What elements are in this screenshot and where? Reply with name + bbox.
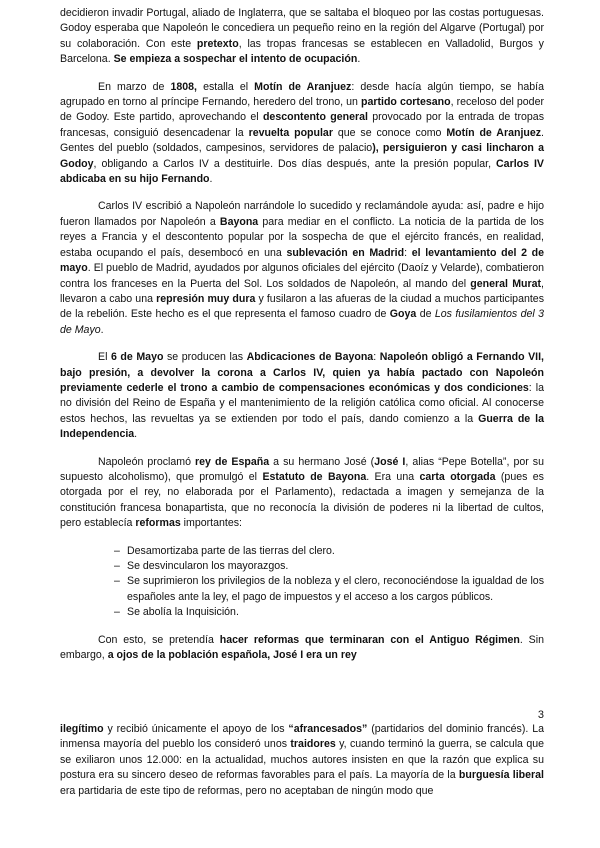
paragraph-afrancesados: ilegítimo y recibió únicamente el apoyo de los “afrancesados” (partidarios del dominio francés). La inmensa mayoría del pueblo los consideró unos traidores y, cuando terminó la guerra, se calcula que se exiliaron unos 12.000: en la actualidad, muchos autores insisten en que la razón que explica su postura era su sincero deseo de reformas favorables para el país. La mayoría de la burguesía liberal era partidaria de este tipo de reformas, pero no aceptaban de ningún modo que bbox=[60, 723, 545, 797]
list-item: – Desamortizaba parte de las tierras del clero. bbox=[114, 544, 544, 559]
next-page-fragment bbox=[60, 722, 544, 799]
list-item: – Se suprimieron los privilegios de la nobleza y el clero, reconociéndose la igualdad de los españoles ante la ley, el pago de impuestos y el acceso a los cargos públicos. bbox=[114, 574, 544, 605]
page-number: 3 bbox=[537, 709, 544, 721]
list-item: – Se desvincularon los mayorazgos. bbox=[114, 559, 544, 574]
paragraph-invasion-portugal: decidieron invadir Portugal, aliado de Inglaterra, que se saltaba el bloqueo por las costas portuguesas. Godoy esperaba que Napoleón le concediera un pequeño reino en la región del Algarve (Portugal) por su colaboración. Con este pretexto, las tropas francesas se establecen en Valladolid, Burgos y Barcelona. Se empieza a sospechar el intento de ocupación. bbox=[60, 7, 544, 66]
paragraph-jose-i: Napoleón proclamó rey de España a su hermano José (José I, alias “Pepe Botella”, por su supuesto alcoholismo), que promulgó el Estatuto de Bayona. Era una carta otorgada (pues es otorgada por el rey, no elaborada por el Parlamento), redactada a imagen y semejanza de la constitución francesa bonapartista, que no reconocía la división de poderes ni la libertad de cultos, pero establecía reformas importantes: bbox=[60, 455, 545, 530]
list-item: – Se abolía la Inquisición. bbox=[114, 605, 544, 620]
paragraph-dos-de-mayo: Carlos IV escribió a Napoleón narrándole lo sucedido y reclamándole ayuda: así, padre e hijo fueron llamados por Napoleón a Bayona para mediar en el conflicto. La noticia de la partida de los reyes a Francia y el descontento popular por la sospecha de que el ejército francés, en realidad, estaba ocupando el país, desembocó en una sublevación en Madrid: el levantamiento del 2 de mayo. El pueblo de Madrid, ayudados por algunos oficiales del ejército (Daoíz y Velarde), combatieron contra los franceses en la Puerta del Sol. Los soldados de Napoleón, al mando del general Murat, llevaron a cabo una represión muy dura y fusilaron a las afueras de la ciudad a muchos participantes de la rebelión. Este hecho es el que representa el famoso cuadro de Goya de Los fusilamientos del 3 de Mayo. bbox=[60, 200, 544, 336]
paragraph-antiguo-regimen: Con esto, se pretendía hacer reformas que terminaran con el Antiguo Régimen. Sin embargo, a ojos de la población española, José I era un rey bbox=[60, 633, 544, 662]
reforms-list bbox=[114, 544, 544, 621]
paragraph-abdicaciones-bayona: El 6 de Mayo se producen las Abdicaciones de Bayona: Napoleón obligó a Fernando VII, bajo presión, a devolver la corona a Carlos IV, quien ya había pactado con Napoleón previamente cederle el trono a cambio de compensaciones económicas y dos condiciones: la no división del Reino de España y el mantenimiento de la religión católica como oficial. Al conocerse estos hechos, las revueltas ya se extienden por todo el país, dando comienzo a la Guerra de la Independencia. bbox=[60, 351, 544, 441]
paragraph-motin-aranjuez: En marzo de 1808, estalla el Motín de Aranjuez: desde hacía algún tiempo, se había agrupado en torno al príncipe Fernando, heredero del trono, un partido cortesano, receloso del poder de Godoy. Este partido, aprovechando el descontento general provocado por la entrada de tropas francesas, consiguió desencadenar la revuelta popular que se conoce como Motín de Aranjuez. Gentes del pueblo (soldados, campesinos, servidores de palacio), persiguieron y casi lincharon a Godoy, obligando a Carlos IV a destituirle. Dos días después, ante la presión popular, Carlos IV abdicaba en su hijo Fernando. bbox=[60, 80, 545, 186]
document-page bbox=[60, 6, 544, 663]
